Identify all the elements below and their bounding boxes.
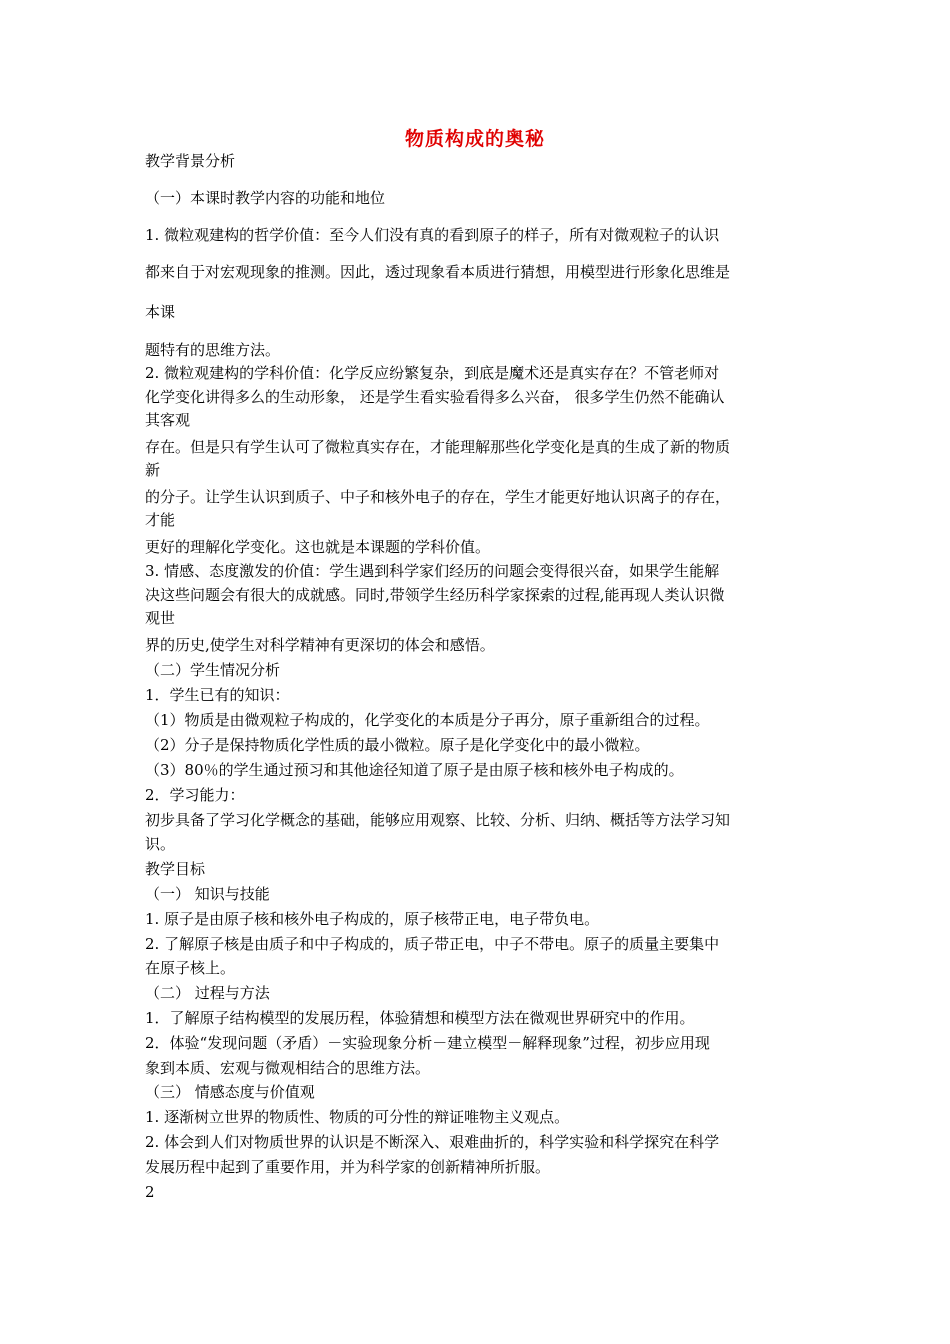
text-line: 识。 <box>145 835 176 853</box>
text-line: 的分子。让学生认识到质子、中子和核外电子的存在，学生才能更好地认识离子的存在， <box>145 488 731 506</box>
section-heading: 教学目标 <box>145 860 206 878</box>
subsection-heading: （二） 过程与方法 <box>145 984 270 1002</box>
text-line: 1. 逐渐树立世界的物质性、物质的可分性的辩证唯物主义观点。 <box>145 1108 570 1126</box>
text-line: 题特有的思维方法。 <box>145 341 281 359</box>
text-line: 1．学生已有的知识： <box>145 686 290 704</box>
text-line: 初步具备了学习化学概念的基础，能够应用观察、比较、分析、归纳、概括等方法学习知 <box>145 811 731 829</box>
text-line: 本课 <box>145 303 176 321</box>
text-line: 才能 <box>145 511 176 529</box>
page-title: 物质构成的奥秘 <box>404 128 545 150</box>
text-line: 观世 <box>145 609 176 627</box>
text-line: 界的历史,使学生对科学精神有更深切的体会和感悟。 <box>145 636 495 654</box>
text-line: 新 <box>145 461 161 479</box>
text-line: 3. 情感、态度激发的价值：学生遇到科学家们经历的问题会变得很兴奋，如果学生能解 <box>145 562 720 580</box>
text-line: 存在。但是只有学生认可了微粒真实存在，才能理解那些化学变化是真的生成了新的物质 <box>145 438 731 456</box>
text-line: 在原子核上。 <box>145 959 236 977</box>
text-line: 2．学习能力： <box>145 786 245 804</box>
text-line: 2. 体会到人们对物质世界的认识是不断深入、艰难曲折的，科学实验和科学探究在科学 <box>145 1133 720 1151</box>
text-line: 2．体验“发现问题（矛盾）－实验现象分析－建立模型－解释现象”过程，初步应用现 <box>145 1034 710 1052</box>
text-line: 2. 了解原子核是由质子和中子构成的，质子带正电，中子不带电。原子的质量主要集中 <box>145 935 720 953</box>
text-line: 1. 微粒观建构的哲学价值：至今人们没有真的看到原子的样子，所有对微观粒子的认识 <box>145 226 720 244</box>
section-heading: 教学背景分析 <box>145 152 236 170</box>
text-line: （1）物质是由微观粒子构成的，化学变化的本质是分子再分，原子重新组合的过程。 <box>145 711 710 729</box>
text-line: 其客观 <box>145 411 191 429</box>
page-number: 2 <box>145 1183 155 1201</box>
text-line: 更好的理解化学变化。这也就是本课题的学科价值。 <box>145 538 491 556</box>
text-line: 化学变化讲得多么的生动形象， 还是学生看实验看得多么兴奋， 很多学生仍然不能确认 <box>145 388 725 406</box>
text-line: 都来自于对宏观现象的推测。因此，透过现象看本质进行猜想，用模型进行形象化思维是 <box>145 263 731 281</box>
text-line: 1．了解原子结构模型的发展历程，体验猜想和模型方法在微观世界研究中的作用。 <box>145 1009 695 1027</box>
text-line: （2）分子是保持物质化学性质的最小微粒。原子是化学变化中的最小微粒。 <box>145 736 650 754</box>
text-line: 象到本质、宏观与微观相结合的思维方法。 <box>145 1059 431 1077</box>
subsection-heading: （三） 情感态度与价值观 <box>145 1083 315 1101</box>
text-line: 决这些问题会有很大的成就感。同时,带领学生经历科学家探索的过程,能再现人类认识微 <box>145 586 725 604</box>
text-line: （3）80％的学生通过预习和其他途径知道了原子是由原子核和核外电子构成的。 <box>145 761 684 779</box>
subsection-heading: （一）本课时教学内容的功能和地位 <box>145 189 386 207</box>
subsection-heading: （一） 知识与技能 <box>145 885 270 903</box>
subsection-heading: （二）学生情况分析 <box>145 661 281 679</box>
text-line: 1. 原子是由原子核和核外电子构成的，原子核带正电，电子带负电。 <box>145 910 600 928</box>
text-line: 2. 微粒观建构的学科价值：化学反应纷繁复杂，到底是魔术还是真实存在？不管老师对 <box>145 364 720 382</box>
text-line: 发展历程中起到了重要作用，并为科学家的创新精神所折服。 <box>145 1158 551 1176</box>
